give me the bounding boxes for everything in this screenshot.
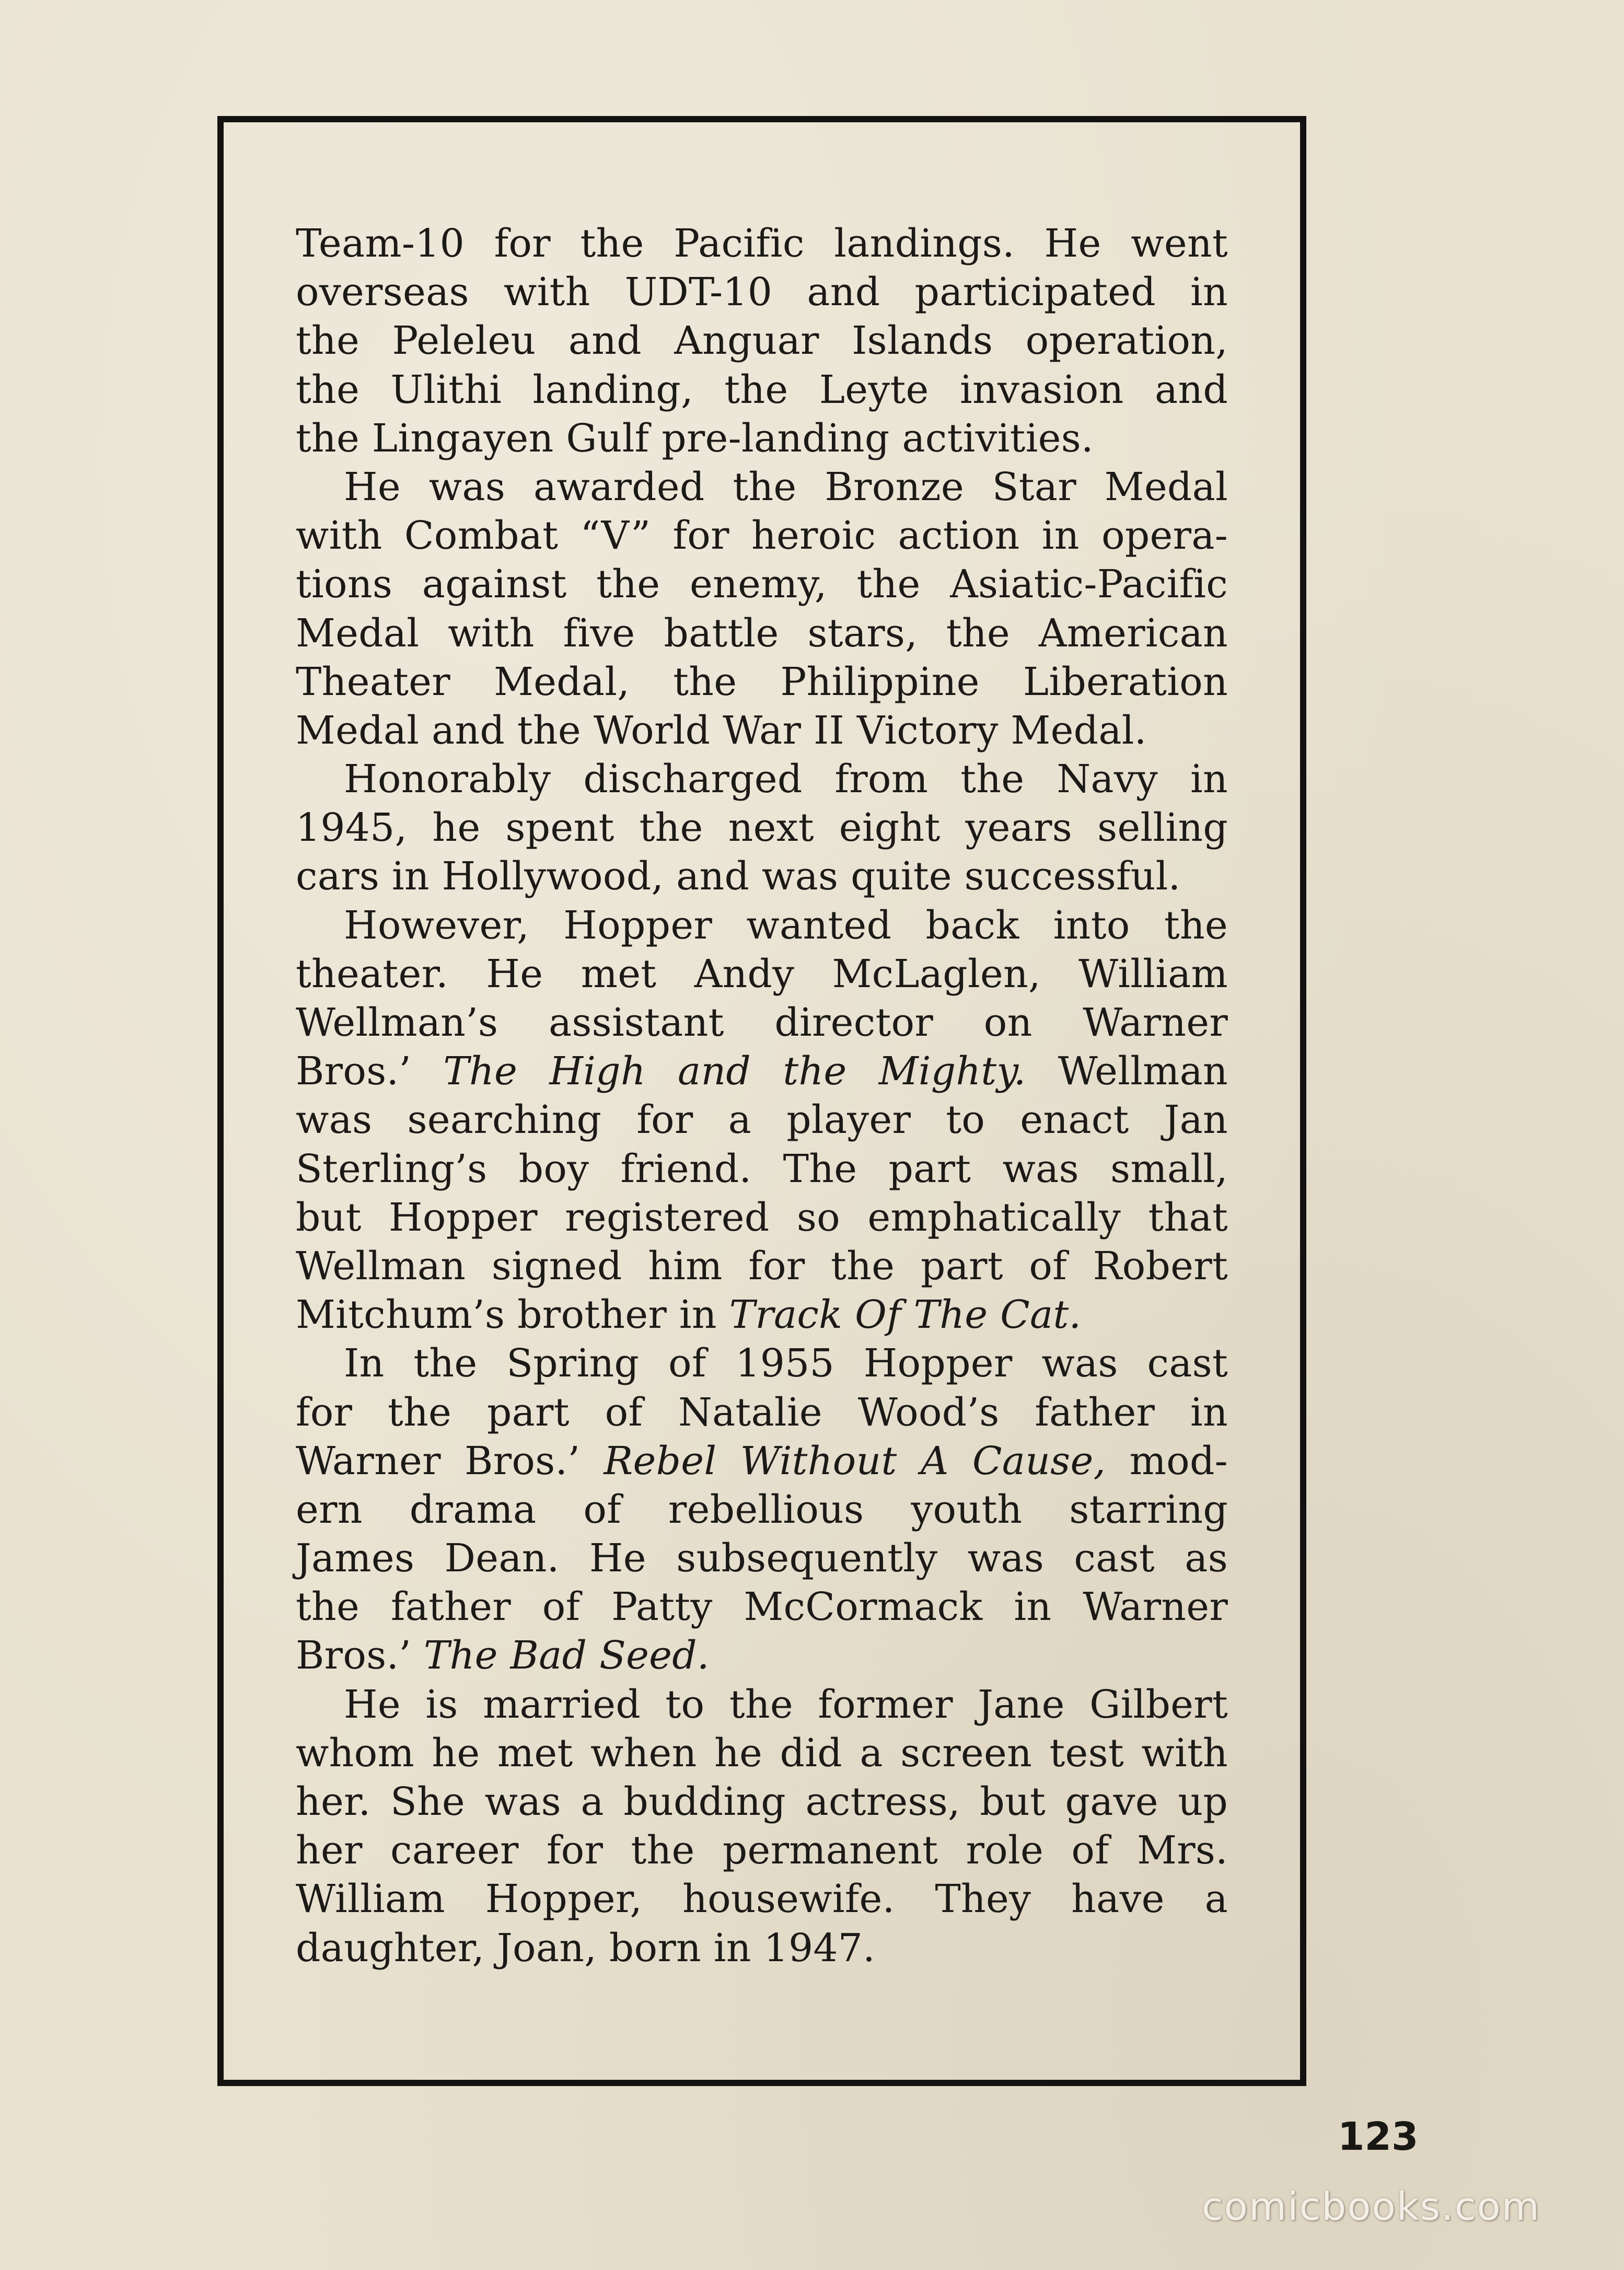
- text-line: Wellman’s assistant director on Warner: [296, 1000, 1228, 1045]
- text-line: James Dean. He subsequently was cast as: [296, 1536, 1228, 1581]
- watermark-logo: comicbooks.com: [1202, 2184, 1540, 2229]
- text-line: the father of Patty McCormack in Warner: [296, 1584, 1228, 1630]
- text-run: Mitchum’s brother in: [296, 1292, 729, 1338]
- text-line: However, Hopper wanted back into the: [344, 902, 1228, 948]
- text-line: Honorably discharged from the Navy in: [344, 757, 1228, 802]
- text-line: her. She was a budding actress, but gave up: [296, 1779, 1228, 1824]
- text-line: Sterling’s boy friend. The part was small,: [296, 1146, 1228, 1191]
- page-number: 123: [1338, 2114, 1419, 2159]
- text-line: [296, 1047, 1228, 1096]
- text-line: for the part of Natalie Wood’s father in: [296, 1389, 1228, 1435]
- text-line: [296, 1437, 1228, 1486]
- text-line: the Lingayen Gulf pre-landing activities.: [296, 415, 1094, 461]
- text-run: mod-: [1106, 1438, 1228, 1484]
- text-run: Warner Bros.’: [296, 1438, 604, 1484]
- italic-title: Rebel Without A Cause,: [604, 1438, 1106, 1484]
- text-line: He is married to the former Jane Gilbert: [344, 1682, 1228, 1727]
- text-line: overseas with UDT-10 and participated in: [296, 270, 1228, 315]
- text-line: was searching for a player to enact Jan: [296, 1097, 1228, 1143]
- text-line: In the Spring of 1955 Hopper was cast: [344, 1341, 1228, 1386]
- text-line: Wellman signed him for the part of Robert: [296, 1243, 1228, 1289]
- text-line: her career for the permanent role of Mrs.: [296, 1828, 1228, 1873]
- italic-title: Track Of The Cat.: [729, 1292, 1082, 1338]
- text-line: ern drama of rebellious youth starring: [296, 1487, 1228, 1532]
- text-run: Bros.’: [296, 1633, 424, 1678]
- text-line: [296, 1291, 1228, 1339]
- text-line: Medal with five battle stars, the American: [296, 610, 1228, 656]
- text-line: with Combat “V” for heroic action in opera-: [296, 513, 1228, 559]
- text-line: daughter, Joan, born in 1947.: [296, 1925, 875, 1971]
- text-line: theater. He met Andy McLaglen, William: [296, 951, 1228, 997]
- text-run: Wellman: [1026, 1049, 1228, 1094]
- text-line: whom he met when he did a screen test with: [296, 1730, 1228, 1776]
- italic-title: The High and the Mighty.: [443, 1049, 1026, 1094]
- text-line: He was awarded the Bronze Star Medal: [344, 464, 1228, 509]
- text-line: cars in Hollywood, and was quite successful.: [296, 854, 1181, 899]
- text-line: Team-10 for the Pacific landings. He went: [296, 221, 1228, 266]
- italic-title: The Bad Seed.: [423, 1633, 710, 1678]
- text-line: Medal and the World War II Victory Medal.: [296, 708, 1147, 753]
- text-line: William Hopper, housewife. They have a: [296, 1877, 1228, 1922]
- body-text: [296, 219, 1228, 1973]
- text-line: tions against the enemy, the Asiatic-Pacific: [296, 562, 1228, 607]
- text-line: the Peleleu and Anguar Islands operation,: [296, 318, 1228, 364]
- text-line: but Hopper registered so emphatically that: [296, 1195, 1228, 1240]
- text-line: Theater Medal, the Philippine Liberation: [296, 659, 1228, 704]
- text-run: Bros.’: [296, 1049, 444, 1094]
- text-line: 1945, he spent the next eight years selling: [296, 805, 1228, 851]
- text-line: the Ulithi landing, the Leyte invasion and: [296, 367, 1228, 412]
- text-line: [296, 1631, 1228, 1680]
